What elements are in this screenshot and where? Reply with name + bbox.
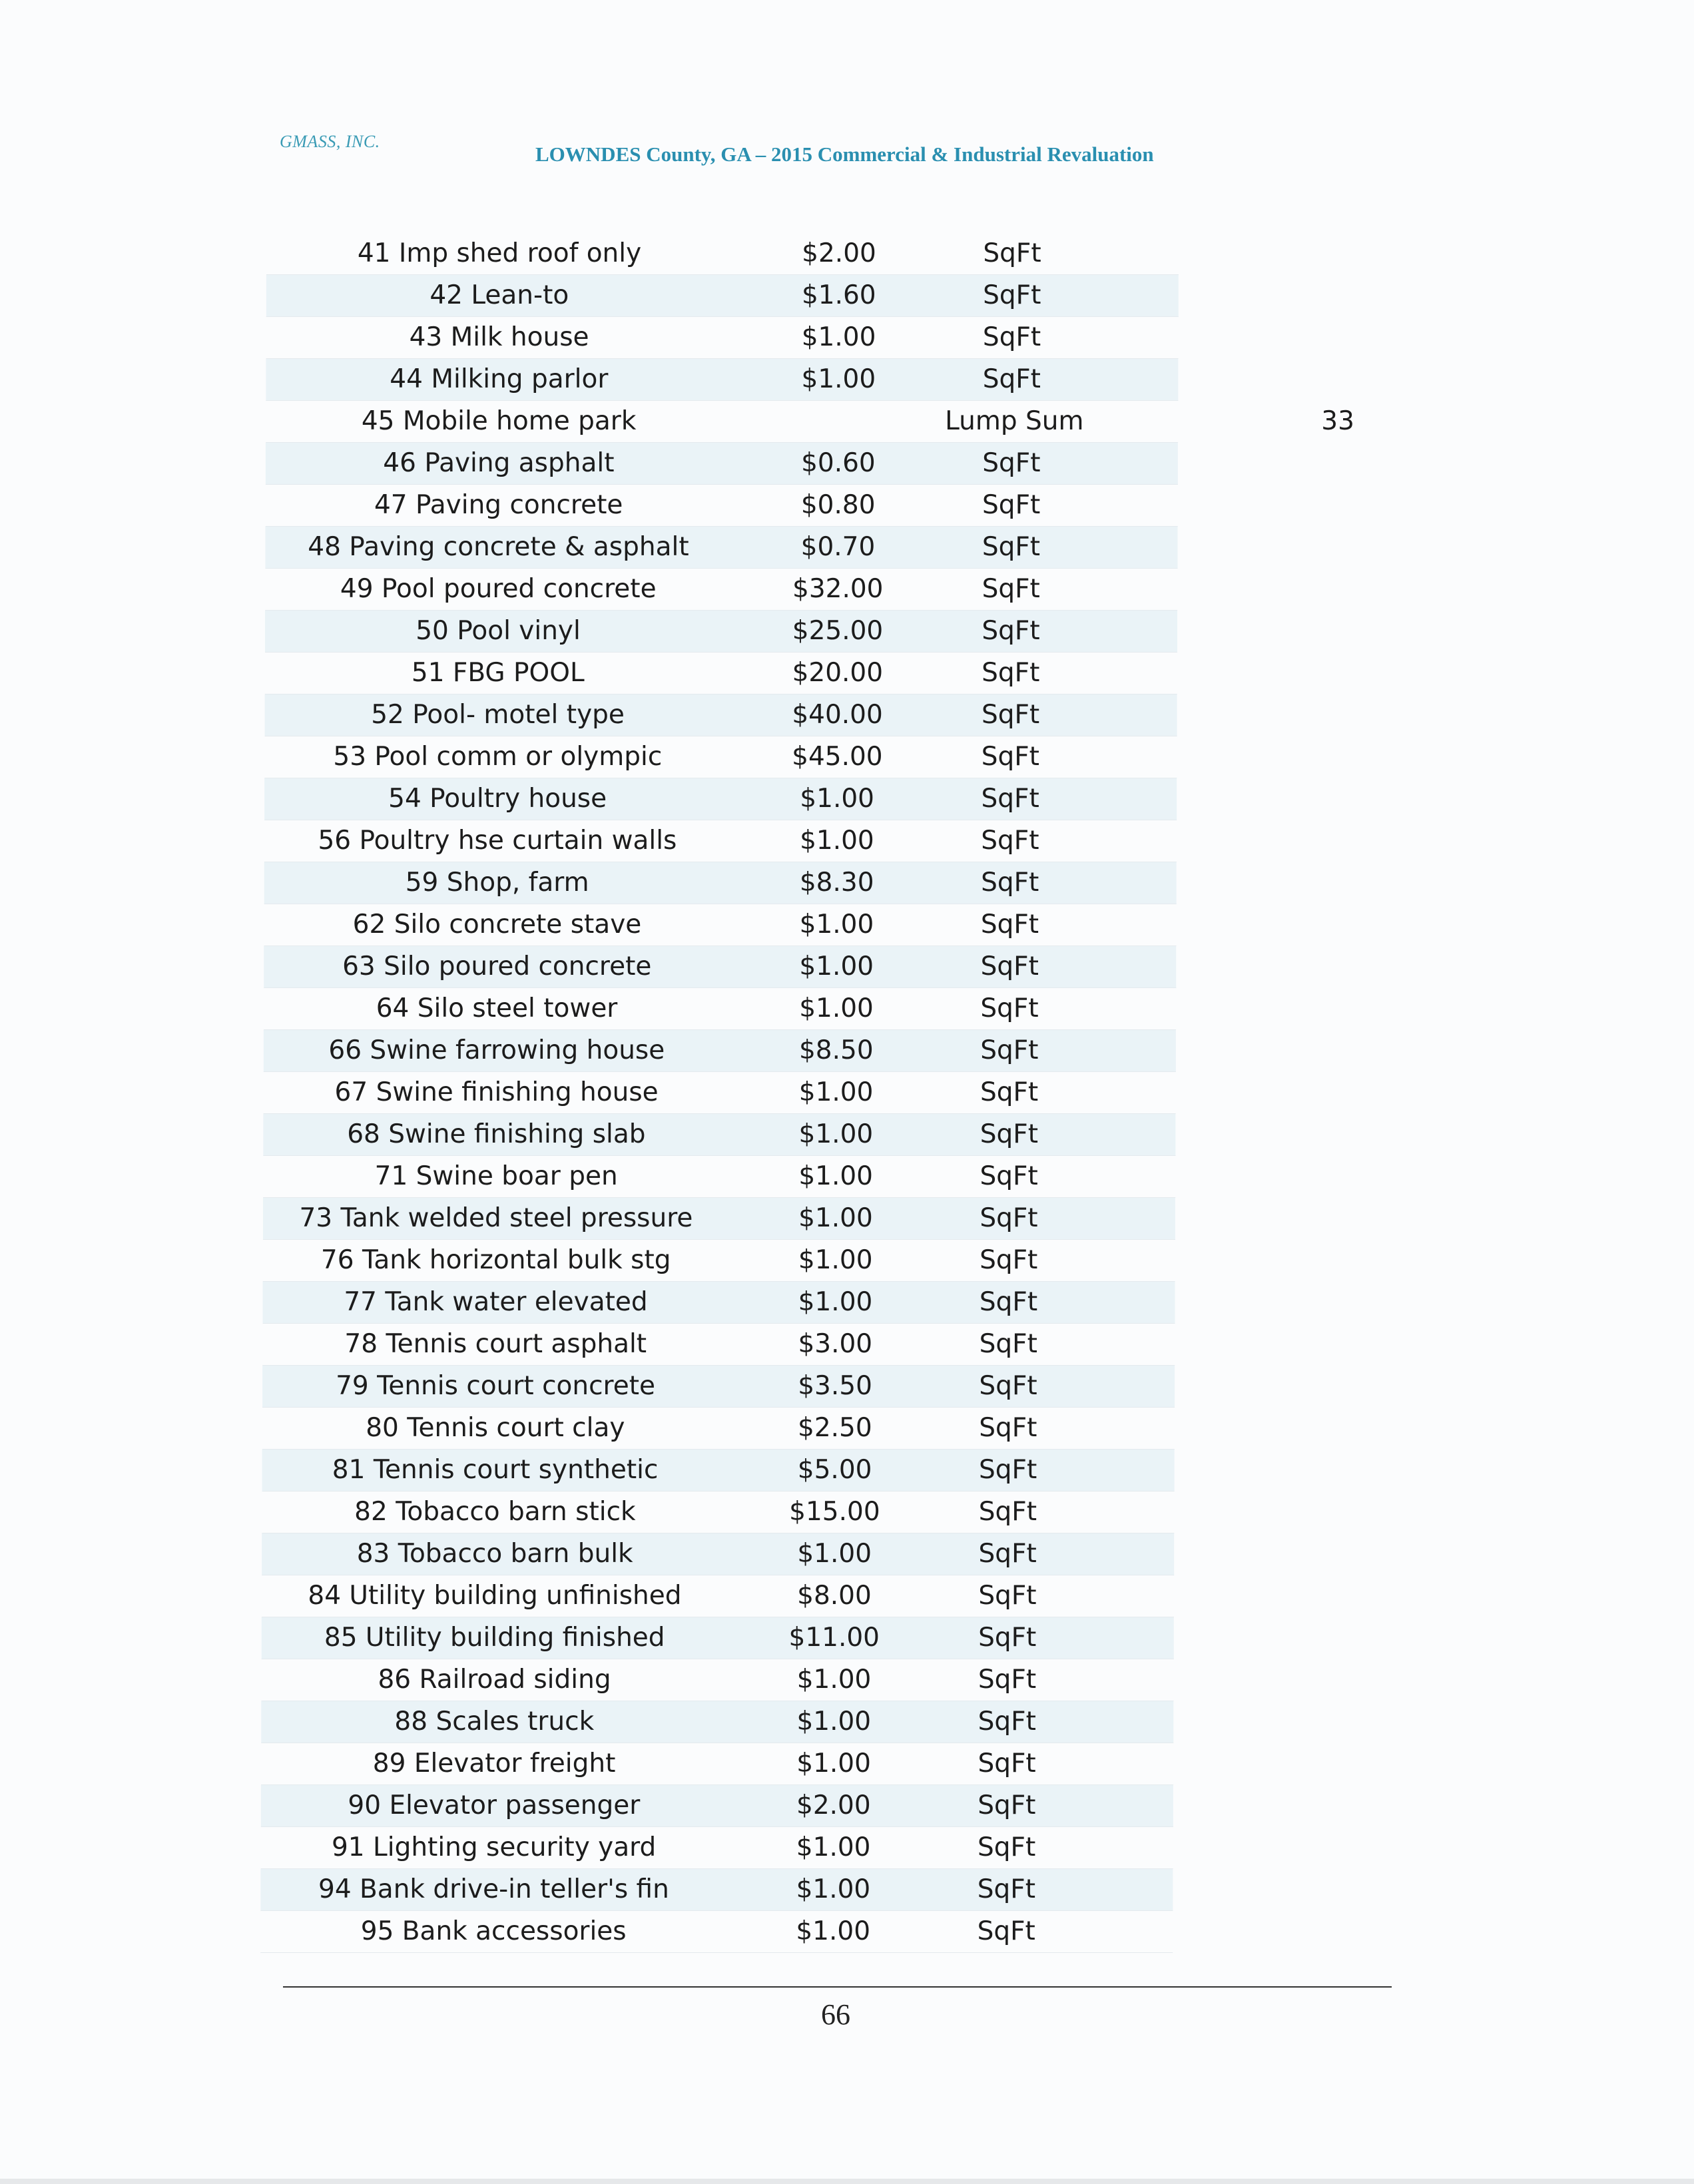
item-unit: SqFt <box>981 868 1039 898</box>
item-unit: SqFt <box>977 1874 1036 1904</box>
item-unit: SqFt <box>979 1413 1037 1443</box>
table-row <box>266 485 1178 527</box>
item-description: 73 Tank welded steel pressure <box>299 1203 693 1233</box>
item-description: 89 Elevator freight <box>372 1749 616 1778</box>
item-unit: SqFt <box>979 1371 1037 1401</box>
item-rate: $1.00 <box>798 1077 874 1107</box>
item-description: 63 Silo poured concrete <box>342 952 652 981</box>
item-description: 50 Pool vinyl <box>416 616 581 646</box>
item-rate: $1.00 <box>797 1539 872 1569</box>
table-row <box>260 1911 1173 1953</box>
item-rate: $1.00 <box>799 910 874 940</box>
item-description: 91 Lighting security yard <box>331 1832 657 1862</box>
item-rate: $1.00 <box>799 952 874 981</box>
table-row <box>262 1366 1175 1408</box>
item-description: 80 Tennis court clay <box>366 1413 625 1443</box>
item-rate: $1.00 <box>801 364 876 394</box>
item-unit: SqFt <box>981 826 1039 856</box>
item-rate: $20.00 <box>792 658 884 688</box>
item-unit: SqFt <box>978 1665 1037 1695</box>
item-rate: $1.00 <box>798 1119 874 1149</box>
item-description: 47 Paving concrete <box>374 490 623 520</box>
item-description: 84 Utility building unfinished <box>308 1581 682 1611</box>
item-description: 43 Milk house <box>409 322 589 352</box>
item-unit: SqFt <box>982 574 1040 604</box>
table-row <box>261 1785 1173 1827</box>
item-rate: $1.00 <box>798 1287 873 1317</box>
item-unit: SqFt <box>978 1455 1037 1485</box>
table-row <box>262 1575 1174 1617</box>
table-row <box>262 1324 1175 1366</box>
item-rate: $25.00 <box>792 616 884 646</box>
table-row <box>263 1282 1175 1324</box>
company-name: GMASS, INC. <box>280 132 380 151</box>
item-description: 56 Poultry hse curtain walls <box>318 826 677 856</box>
table-row <box>266 359 1178 401</box>
item-rate: $2.00 <box>802 238 876 268</box>
item-rate: $1.00 <box>798 1203 873 1233</box>
item-unit: SqFt <box>980 1035 1039 1065</box>
page-number: 66 <box>821 1998 850 2031</box>
item-description: 66 Swine farrowing house <box>328 1035 665 1065</box>
item-unit: SqFt <box>979 1287 1038 1317</box>
table-row <box>262 1617 1174 1659</box>
item-rate: $1.00 <box>800 784 874 814</box>
item-unit: SqFt <box>982 658 1040 688</box>
item-rate: $8.50 <box>798 1035 874 1065</box>
item-description: 88 Scales truck <box>394 1707 595 1737</box>
item-unit: SqFt <box>980 1161 1038 1191</box>
item-description: 68 Swine finishing slab <box>347 1119 646 1149</box>
item-rate: $1.00 <box>796 1874 871 1904</box>
item-description: 76 Tank horizontal bulk stg <box>320 1245 671 1275</box>
item-rate: $1.00 <box>798 1161 873 1191</box>
item-unit: SqFt <box>978 1749 1036 1778</box>
item-description: 77 Tank water elevated <box>344 1287 648 1317</box>
item-rate: $1.00 <box>799 993 874 1023</box>
item-unit: SqFt <box>980 910 1039 940</box>
table-row <box>263 1156 1175 1198</box>
table-row <box>263 1198 1175 1240</box>
item-rate: $11.00 <box>788 1623 880 1653</box>
item-unit: SqFt <box>980 1119 1039 1149</box>
table-row <box>263 1114 1175 1156</box>
item-unit: SqFt <box>979 1329 1037 1359</box>
table-row <box>265 569 1177 611</box>
item-unit: SqFt <box>978 1707 1036 1737</box>
item-rate: $2.50 <box>798 1413 872 1443</box>
item-description: 41 Imp shed roof only <box>357 238 642 268</box>
table-row <box>264 736 1177 778</box>
item-rate: $40.00 <box>792 700 883 730</box>
table-row <box>265 527 1177 569</box>
item-description: 82 Tobacco barn stick <box>354 1497 636 1527</box>
item-rate: $15.00 <box>789 1497 880 1527</box>
item-unit: SqFt <box>980 952 1039 981</box>
item-rate: $2.00 <box>796 1790 871 1820</box>
item-description: 45 Mobile home park <box>361 406 637 436</box>
table-row <box>261 1743 1173 1785</box>
item-description: 42 Lean-to <box>429 280 569 310</box>
item-description: 90 Elevator passenger <box>348 1790 641 1820</box>
table-row <box>266 317 1179 359</box>
item-unit: SqFt <box>978 1497 1037 1527</box>
item-description: 79 Tennis court concrete <box>336 1371 655 1401</box>
item-description: 62 Silo concrete stave <box>352 910 642 940</box>
item-unit: SqFt <box>980 1245 1038 1275</box>
item-description: 59 Shop, farm <box>405 868 589 898</box>
item-description: 52 Pool- motel type <box>371 700 625 730</box>
table-row <box>264 1030 1176 1072</box>
item-unit: SqFt <box>978 1790 1036 1820</box>
item-unit: SqFt <box>980 1203 1038 1233</box>
item-rate: $1.00 <box>796 1707 872 1737</box>
item-rate: $8.30 <box>799 868 874 898</box>
item-description: 83 Tobacco barn bulk <box>356 1539 633 1569</box>
table-row <box>262 1533 1174 1575</box>
item-rate: $0.60 <box>801 448 876 478</box>
footer-divider <box>283 1986 1392 1988</box>
item-description: 95 Bank accessories <box>360 1916 627 1946</box>
item-unit: Lump Sum <box>945 406 1084 436</box>
table-row <box>263 1240 1175 1282</box>
item-unit: SqFt <box>978 1539 1037 1569</box>
item-unit: SqFt <box>978 1832 1036 1862</box>
scan-edge <box>0 2179 1694 2184</box>
item-unit: SqFt <box>982 364 1041 394</box>
item-description: 64 Silo steel tower <box>376 993 618 1023</box>
item-unit: SqFt <box>981 700 1040 730</box>
item-description: 94 Bank drive-in teller's fin <box>318 1874 669 1904</box>
item-rate: $1.00 <box>796 1832 871 1862</box>
item-rate: $1.00 <box>796 1749 871 1778</box>
item-unit: SqFt <box>980 993 1039 1023</box>
item-description: 48 Paving concrete & asphalt <box>308 532 689 562</box>
item-unit: SqFt <box>982 490 1041 520</box>
table-row <box>266 233 1179 275</box>
item-rate: $1.00 <box>796 1665 872 1695</box>
item-unit: SqFt <box>977 1916 1035 1946</box>
table-row <box>264 1072 1176 1114</box>
item-unit: SqFt <box>978 1581 1037 1611</box>
item-unit: SqFt <box>983 238 1041 268</box>
table-row <box>264 946 1176 988</box>
table-row <box>266 443 1178 485</box>
table-row <box>264 778 1177 820</box>
item-description: 78 Tennis court asphalt <box>344 1329 647 1359</box>
table-row <box>265 653 1177 694</box>
table-row <box>265 611 1177 653</box>
item-rate: $1.00 <box>800 826 874 856</box>
item-description: 54 Poultry house <box>388 784 607 814</box>
item-unit: SqFt <box>981 742 1039 772</box>
rate-table <box>266 233 1354 1953</box>
item-rate: $1.00 <box>801 322 876 352</box>
table-row <box>261 1701 1173 1743</box>
item-unit: SqFt <box>978 1623 1037 1653</box>
item-description: 71 Swine boar pen <box>374 1161 618 1191</box>
table-row <box>262 1408 1175 1450</box>
item-description: 49 Pool poured concrete <box>340 574 657 604</box>
item-rate: $45.00 <box>792 742 883 772</box>
item-unit: SqFt <box>980 1077 1039 1107</box>
item-description: 44 Milking parlor <box>390 364 609 394</box>
item-rate: $0.80 <box>800 490 876 520</box>
item-description: 53 Pool comm or olympic <box>333 742 663 772</box>
item-unit: SqFt <box>981 784 1039 814</box>
table-row <box>266 401 1354 443</box>
document-title: LOWNDES County, GA – 2015 Commercial & Industrial Revaluation <box>535 142 1154 166</box>
item-rate: $8.00 <box>797 1581 872 1611</box>
item-unit: SqFt <box>982 322 1041 352</box>
table-row <box>266 275 1179 317</box>
table-row <box>264 862 1177 904</box>
table-row <box>262 1450 1175 1492</box>
item-rate: $3.00 <box>798 1329 873 1359</box>
item-rate: $32.00 <box>792 574 884 604</box>
item-unit: SqFt <box>982 616 1040 646</box>
item-rate: $3.50 <box>798 1371 872 1401</box>
item-description: 85 Utility building finished <box>324 1623 665 1653</box>
table-row <box>262 1492 1174 1533</box>
item-rate: $1.00 <box>796 1916 871 1946</box>
table-row <box>264 988 1176 1030</box>
item-unit: SqFt <box>983 280 1041 310</box>
table-row <box>265 694 1177 736</box>
item-rate: $5.00 <box>797 1455 872 1485</box>
item-unit: SqFt <box>982 532 1041 562</box>
table-row <box>261 1827 1173 1869</box>
item-extra: 33 <box>1321 406 1354 436</box>
item-description: 51 FBG POOL <box>411 658 585 688</box>
table-row <box>260 1869 1173 1911</box>
item-description: 67 Swine finishing house <box>334 1077 659 1107</box>
item-rate: $0.70 <box>800 532 876 562</box>
table-row <box>264 820 1177 862</box>
item-unit: SqFt <box>982 448 1041 478</box>
item-rate: $1.60 <box>801 280 876 310</box>
table-row <box>262 1659 1174 1701</box>
item-rate: $1.00 <box>798 1245 873 1275</box>
item-description: 81 Tennis court synthetic <box>332 1455 659 1485</box>
item-description: 86 Railroad siding <box>378 1665 611 1695</box>
item-description: 46 Paving asphalt <box>383 448 615 478</box>
table-row <box>264 904 1176 946</box>
